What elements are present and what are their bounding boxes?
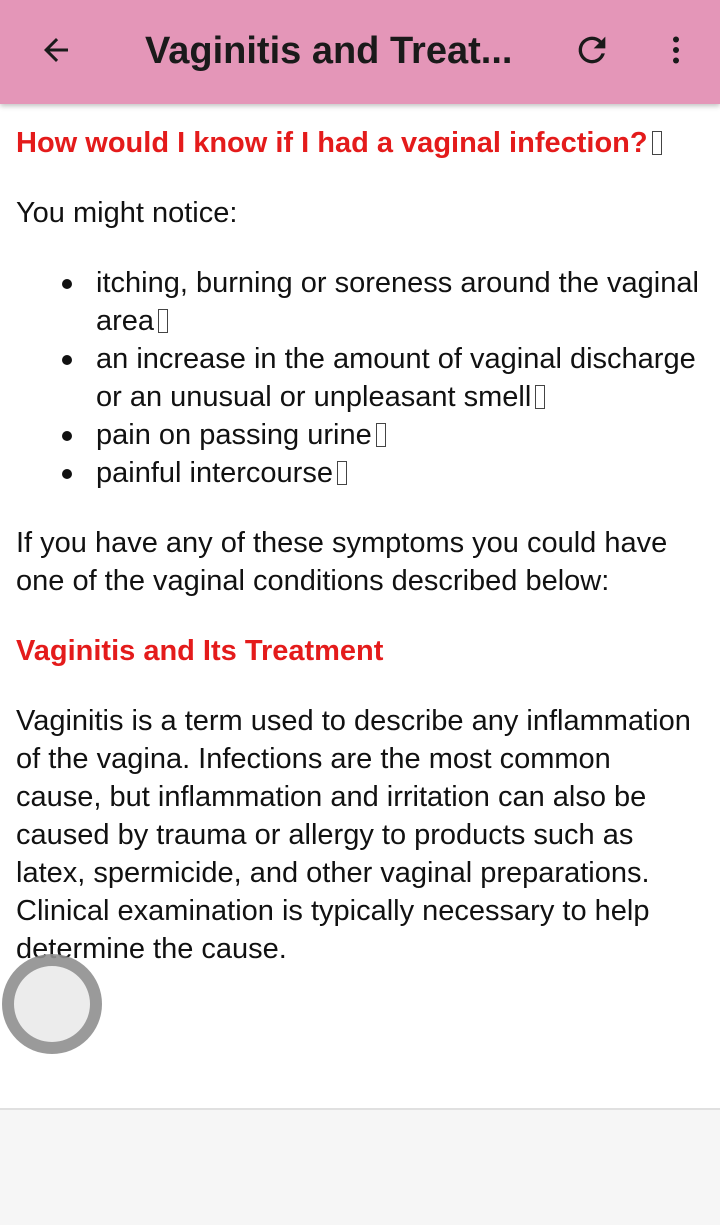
article-content — [0, 104, 720, 968]
refresh-button[interactable] — [564, 22, 620, 78]
list-item: itching, burning or soreness around the vaginal area — [96, 264, 704, 340]
missing-glyph-icon — [535, 385, 545, 409]
intro-text: You might notice: — [16, 197, 238, 229]
touch-indicator — [2, 954, 102, 1054]
after-list-text: If you have any of these symptoms you could have one of the vaginal conditions described below: — [16, 527, 668, 597]
missing-glyph-icon — [158, 309, 168, 333]
arrow-back-icon — [38, 32, 74, 68]
missing-glyph-icon — [337, 461, 347, 485]
missing-glyph-icon — [376, 423, 386, 447]
back-button[interactable] — [28, 22, 84, 78]
body-text: Vaginitis is a term used to describe any inflammation of the vagina. Infections are the most common cause, but inflammation and irritation can also be caused by trauma or allergy to products such as latex, spermicide, and other vaginal preparations. Clinical examination is typically necessary to help determine the cause. — [16, 705, 691, 965]
more-options-button[interactable] — [648, 22, 704, 78]
list-item: painful intercourse — [96, 454, 704, 492]
more-vert-icon — [658, 32, 694, 68]
list-item: an increase in the amount of vaginal discharge or an unusual or unpleasant smell — [96, 340, 704, 416]
symptom-list — [16, 264, 704, 492]
page-title: Vaginitis and Treat... — [145, 30, 513, 72]
treatment-heading: Vaginitis and Its Treatment — [16, 635, 384, 667]
app-bar — [0, 0, 720, 104]
refresh-icon — [572, 30, 612, 70]
list-item: pain on passing urine — [96, 416, 704, 454]
missing-glyph-icon — [652, 131, 662, 155]
infection-heading: How would I know if I had a vaginal infection? — [16, 124, 704, 162]
article-webview[interactable] — [0, 104, 720, 1110]
